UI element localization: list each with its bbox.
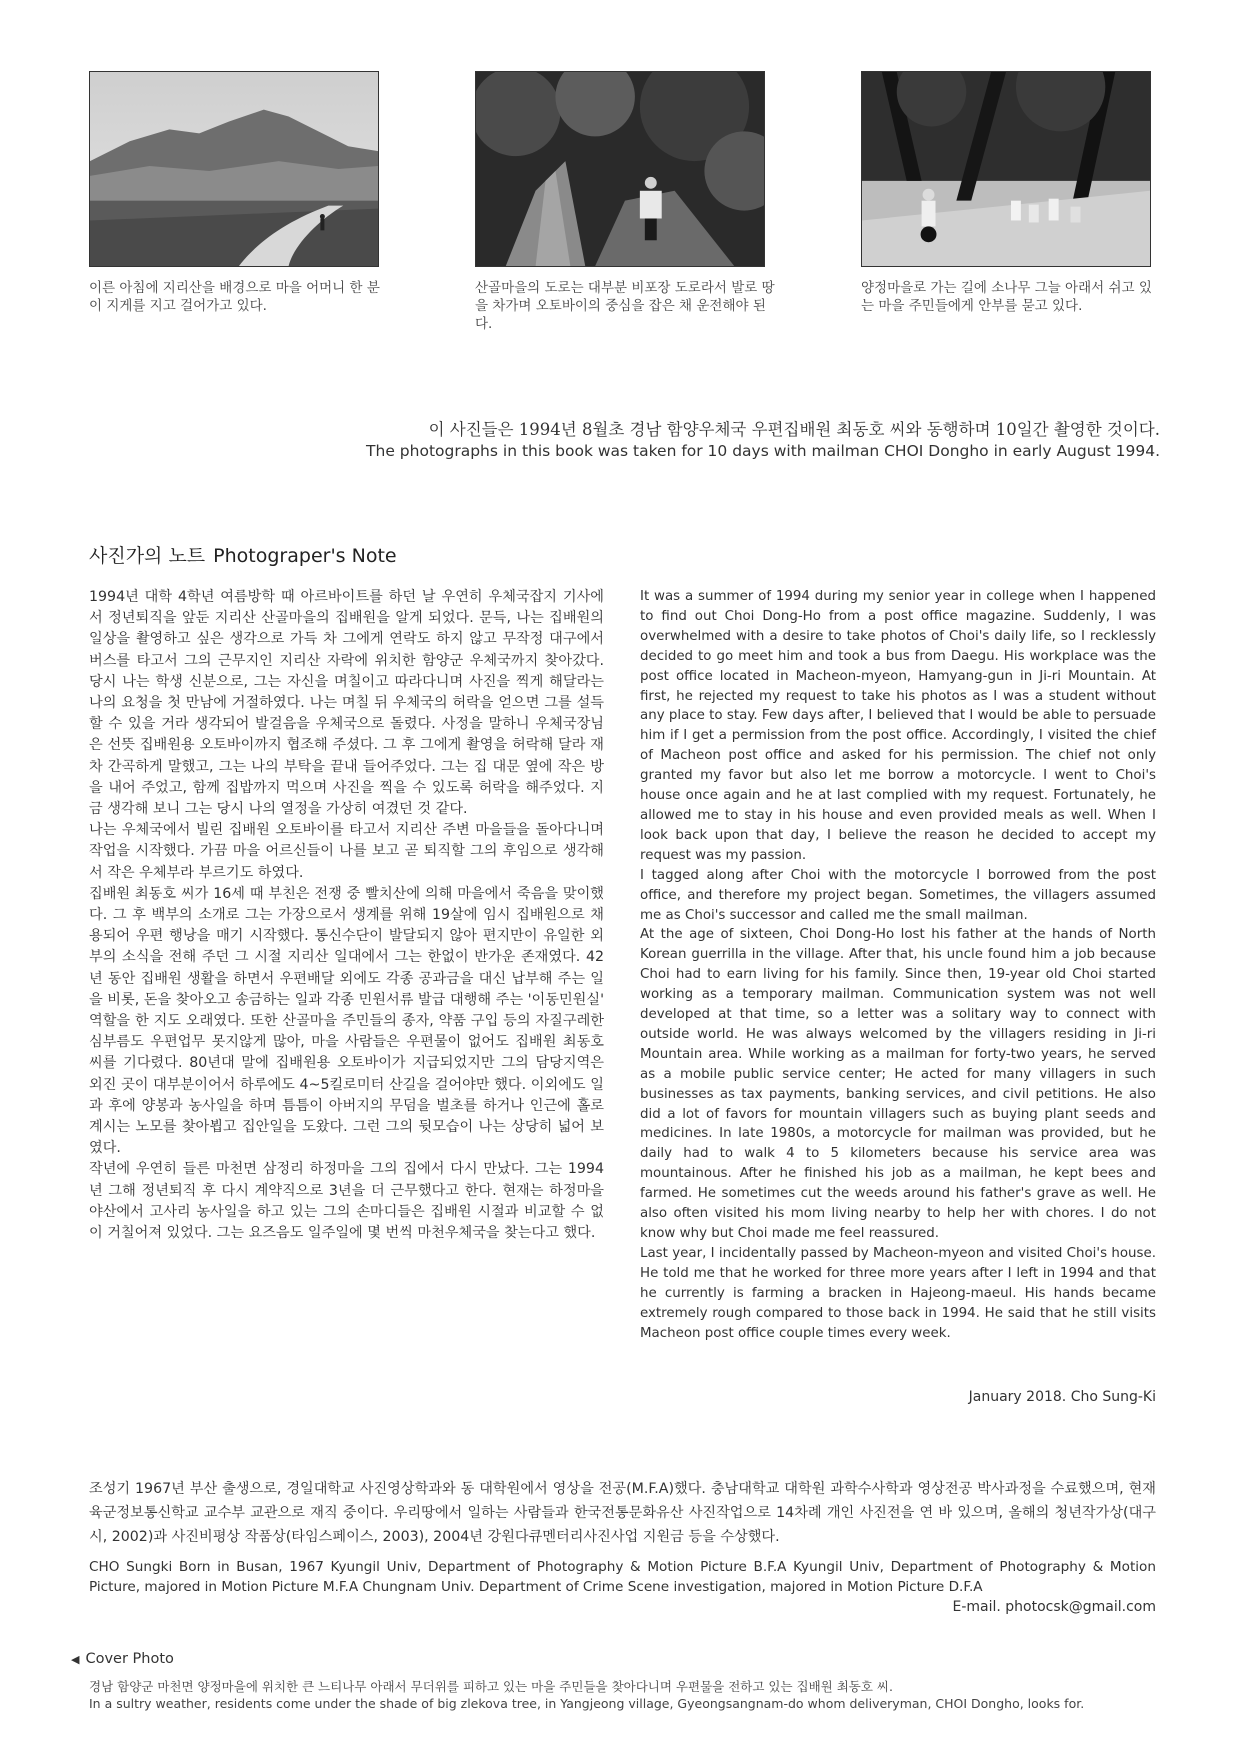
note-ko-paragraph: 집배원 최동호 씨가 16세 때 부친은 전쟁 중 빨치산에 의해 마을에서 죽음을 맞이했다. 그 후 백부의 소개로 그는 가장으로서 생계를 위해 19살에 임시 집배원으로 채용되어 우편 행낭을 매기 시작했다. 통신수단이 발달되지 않아 편지만이 유일한 외부의 소식을 전해 주던 그 시절 지리산 일대에서 그는 한없이 반가운 존재였다. 42년 동안 집배원 생활을 하면서 우편배달 외에도 각종 공과금을 대신 납부해 주는 일을 비롯, 돈을 찾아오고 송금하는 일과 각종 민원서류 발급 대행해 주는 '이동민원실' 역할을 한 지도 오래였다. 또한 산골마을 주민들의 종자, 약품 구입 등의 자질구레한 심부름도 우편업무 못지않게 많아, 마을 사람들은 우편물이 없어도 집배원 최동호 씨를 기다렸다. 80년대 말에 집배원용 오토바이가 지급되었지만 그의 담당지역은 외진 곳이 대부분이어서 하루에도 4~5킬로미터 산길을 걸어야만 했다. 이외에도 일과 후에 양봉과 농사일을 하며 틈틈이 아버지의 무덤을 벌초를 하거나 인근에 홀로 계시는 노모를 찾아뵙고 집안일을 도왔다. 그런 그의 뒷모습이 나는 상당히 넓어 보였다. [89,885,604,1157]
note-en-paragraph: Last year, I incidentally passed by Macheon-myeon and visited Choi's house. He told me that he worked for three more years after I left in 1994 and that he currently is farming a bracken in Hajeong-maeul. His hands became extremely rough compared to those back in 1994. He said that he still visits Macheon post office couple times every week. [640,1245,1156,1341]
photo-pine-road [861,71,1151,267]
bio-english: CHO Sungki Born in Busan, 1967 Kyungil Univ, Department of Photography & Motion Picture B.F.A Kyungil Univ, Department of Photography & Motion Picture, majored in Motion Picture M.F.A Chungnam Univ. Department of Crime Scene investigation, majored in Motion Picture D.F.A [89,1559,1156,1595]
photo-mountain-road [89,71,379,267]
note-title-english: Photograper's Note [213,545,397,567]
note-english-column [640,587,1156,1343]
cover-caption-english: In a sultry weather, residents come under the shade of big zlekova tree, in Yangjeong village, Gyeongsangnam-do whom deliveryman, CHOI Dongho, looks for. [89,1696,1085,1711]
note-en-paragraph: At the age of sixteen, Choi Dong-Ho lost his father at the hands of North Korean guerrilla in the village. After that, his uncle found him a job because Choi had to earn living for his family. Since then, 19-year old Choi started working as a temporary mailman. Communication system was not well developed at that time, so a letter was a solitary way to connect with outside world. He was always welcomed by the villagers residing in Ji-ri Mountain area. While working as a mailman for forty-two years, he served as a mobile public service center; He acted for many villagers in such businesses as tax payments, banking services, and civil petitions. He also did a lot of favors for mountain villagers such as buying plant seeds and medicines. In late 1980s, a motorcycle for mailman was provided, but he daily had to walk 4 to 5 kilometers because his service area was mountainous. After he finished his job as a mailman, he kept bees and farmed. He sometimes cut the weeds around his father's grave as well. He also often visited his mom living nearby to help her with chores. I do not know why but Choi made me feel reassured. [640,927,1156,1241]
note-title [89,541,397,568]
note-ko-paragraph: 작년에 우연히 들른 마천면 삼정리 하정마을 그의 집에서 다시 만났다. 그는 1994년 그해 정년퇴직 후 다시 계약직으로 3년을 더 근무했다고 한다. 현재는 하정마을 야산에서 고사리 농사일을 하고 있는 그의 손마디들은 집배원 시절과 비교할 수 없이 거칠어져 있었다. 그는 요즈음도 일주일에 몇 번씩 마천우체국을 찾는다고 했다. [89,1161,604,1242]
cover-photo-title: Cover Photo [85,1651,174,1667]
bio-korean: 조성기 1967년 부산 출생으로, 경일대학교 사진영상학과와 동 대학원에서 영상을 전공(M.F.A)했다. 충남대학교 대학원 과학수사학과 영상전공 박사과정을 수료했으며, 현재 육군정보통신학교 교수부 교관으로 재직 중이다. 우리땅에서 일하는 사람들과 한국전통문화유산 사진작업으로 14차례 개인 사진전을 연 바 있으며, 올해의 청년작가상(대구시, 2002)과 사진비평상 작품상(타임스페이스, 2003), 2004년 강원다큐멘터리사진사업 지원금 등을 수상했다. [89,1481,1156,1545]
note-en-paragraph: I tagged along after Choi with the motorcycle I borrowed from the post office, and therefore my project began. Sometimes, the villagers assumed me as Choi's successor and called me the small mailman. [640,867,1156,923]
note-ko-paragraph: 1994년 대학 4학년 여름방학 때 아르바이트를 하던 날 우연히 우체국잡지 기사에서 정년퇴직을 앞둔 지리산 산골마을의 집배원을 알게 되었다. 문득, 나는 집배원의 일상을 촬영하고 싶은 생각으로 가득 차 그에게 연락도 하지 않고 무작정 대구에서 버스를 타고서 그의 근무지인 지리산 자락에 위치한 함양군 우체국까지 찾아갔다. 당시 나는 학생 신분으로, 그는 자신을 며칠이고 따라다니며 사진을 찍게 해달라는 나의 요청을 첫 만남에 거절하였다. 나는 며칠 뒤 우체국의 허락을 얻으면 그를 설득할 수 있을 거라 생각되어 발걸음을 우체국으로 돌렸다. 사정을 말하니 우체국장님은 선뜻 집배원용 오토바이까지 협조해 주셨다. 그 후 그에게 촬영을 허락해 달라 재차 간곡하게 말했고, 그는 나의 부탁을 끝내 들어주었다. 그는 집 대문 옆에 작은 방을 내어 주었고, 함께 집밥까지 먹으며 사진을 찍을 수 있도록 허락을 해주었다. 지금 생각해 보니 그는 당시 나의 열정을 가상히 여겼던 것 같다. [89,589,604,818]
intro-english: The photographs in this book was taken for 10 days with mailman CHOI Dongho in early August 1994. [366,442,1160,460]
cover-photo-heading [71,1651,174,1667]
note-en-paragraph: It was a summer of 1994 during my senior year in college when I happened to find out Choi Dong-Ho from a post office magazine. Suddenly, I was overwhelmed with a desire to take photos of Choi's daily life, so I recklessly decided to go meet him and took a bus from Daegu. His workplace was the post office located in Macheon-myeon, Hamyang-gun in Ji-ri Mountain. At first, he rejected my request to take his photos as I was a student without any place to stay. Few days after, I believed that I would be able to persuade him if I get a permission from the post office. Accordingly, I visited the chief of Macheon post office and asked for his permission. The chief not only granted my favor but also let me borrow a motorcycle. I went to Choi's house once again and he at last complied with my request. Fortunately, he allowed me to stay in his house and even provided meals as well. When I look back upon that day, I believe the reason he decided to accept my request was my passion. [640,589,1156,863]
note-signature: January 2018. Cho Sung-Ki [968,1389,1156,1405]
author-email: E-mail. photocsk@gmail.com [952,1599,1156,1615]
photo-forest-road [475,71,765,267]
photo-caption-3: 양정마을로 가는 길에 소나무 그늘 아래서 쉬고 있는 마을 주민들에게 안부를 묻고 있다. [861,280,1152,314]
cover-caption-korean: 경남 함양군 마천면 양정마을에 위치한 큰 느티나무 아래서 무더위를 피하고 있는 마을 주민들을 찾아다니며 우편물을 전하고 있는 집배원 최동호 씨. [89,1679,893,1694]
note-korean-column [89,587,604,1244]
intro-korean: 이 사진들은 1994년 8월초 경남 함양우체국 우편집배원 최동호 씨와 동행하며 10일간 촬영한 것이다. [428,420,1160,439]
photo-caption-2: 산골마을의 도로는 대부분 비포장 도로라서 발로 땅을 차가며 오토바이의 중심을 잡은 채 운전해야 된다. [475,280,775,332]
triangle-left-icon: ◀ [71,1653,80,1666]
photo-caption-1: 이른 아침에 지리산을 배경으로 마을 어머니 한 분이 지게를 지고 걸어가고 있다. [89,280,380,314]
note-title-korean: 사진가의 노트 [89,545,206,567]
note-ko-paragraph: 나는 우체국에서 빌린 집배원 오토바이를 타고서 지리산 주변 마을들을 돌아다니며 작업을 시작했다. 가끔 마을 어르신들이 나를 보고 곧 퇴직할 그의 후임으로 생각해서 작은 우체부라 부르기도 하였다. [89,822,604,881]
